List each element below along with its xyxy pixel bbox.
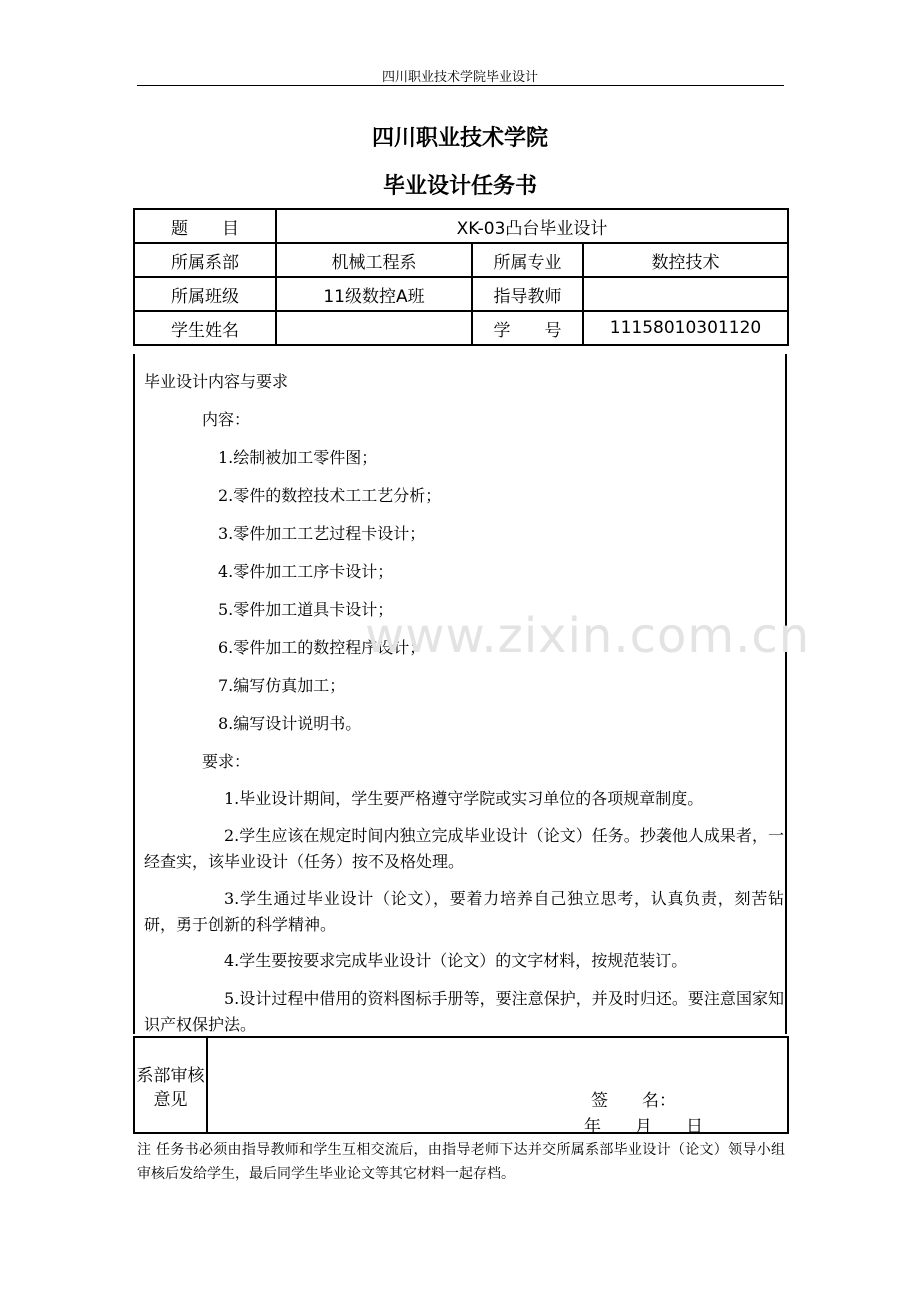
list-item: 3.零件加工工艺过程卡设计；	[218, 524, 426, 543]
list-item: 8.编写设计说明书。	[218, 714, 362, 733]
class-value: 11级数控A班	[276, 277, 472, 311]
table-row	[134, 277, 788, 311]
header-divider	[137, 85, 784, 86]
requirements-heading: 要求：	[202, 752, 251, 771]
info-table	[133, 208, 789, 346]
major-value: 数控技术	[583, 243, 788, 277]
table-row	[134, 311, 788, 345]
student-id-label: 学 号	[472, 311, 583, 345]
requirement-item: 4.学生要按要求完成毕业设计（论文）的文字材料，按规范装订。	[224, 951, 688, 970]
major-label: 所属专业	[472, 243, 583, 277]
list-item: 5.零件加工道具卡设计；	[218, 600, 394, 619]
dept-label: 所属系部	[134, 243, 276, 277]
list-item: 4.零件加工工序卡设计；	[218, 562, 394, 581]
document-title-name: 毕业设计任务书	[382, 174, 537, 199]
requirement-item: 2.学生应该在规定时间内独立完成毕业设计（论文）任务。抄袭他人成果者，一经查实，该毕业设计（任务）按不及格处理。	[144, 826, 784, 871]
section-title: 毕业设计内容与要求	[144, 372, 289, 391]
advisor-label: 指导教师	[472, 277, 583, 311]
student-name-value	[276, 311, 472, 345]
requirement-item: 1.毕业设计期间，学生要严格遵守学院或实习单位的各项规章制度。	[224, 789, 704, 808]
student-name-label: 学生姓名	[134, 311, 276, 345]
table-row	[134, 243, 788, 277]
class-label: 所属班级	[134, 277, 276, 311]
review-sign-area	[207, 1037, 788, 1137]
requirement-item: 5.设计过程中借用的资料图标手册等，要注意保护，并及时归还。要注意国家知识产权保护法。	[144, 989, 784, 1034]
list-item: 6.零件加工的数控程序设计；	[218, 638, 426, 657]
signature-label: 签 名：	[591, 1091, 676, 1111]
topic-label: 题 目	[134, 209, 276, 243]
table-row	[134, 209, 788, 243]
list-item: 1.绘制被加工零件图；	[218, 448, 378, 467]
table-row	[134, 1037, 788, 1133]
list-item: 7.编写仿真加工；	[218, 676, 346, 695]
content-section	[133, 354, 787, 1034]
requirement-item: 3.学生通过毕业设计（论文），要着力培养自己独立思考，认真负责，刻苦钻研，勇于创新的科学精神。	[144, 889, 784, 934]
review-table	[133, 1036, 789, 1137]
dept-value: 机械工程系	[276, 243, 472, 277]
page-header: 四川职业技术学院毕业设计	[381, 70, 538, 85]
topic-value: XK-03凸台毕业设计	[276, 209, 788, 243]
watermark: www.zixin.com.cn	[365, 608, 811, 664]
content-heading: 内容：	[202, 410, 251, 429]
list-item: 2.零件的数控技术工工艺分析；	[218, 486, 442, 505]
date-label: 年 月 日	[584, 1117, 703, 1137]
student-id-value: 11158010301120	[583, 311, 788, 345]
document-title-school: 四川职业技术学院	[371, 126, 548, 151]
review-label: 系部审核意见	[134, 1037, 207, 1133]
footnote: 注 任务书必须由指导教师和学生互相交流后，由指导老师下达并交所属系部毕业设计（论文）领导小组审核后发给学生，最后同学生毕业论文等其它材料一起存档。	[137, 1142, 785, 1182]
advisor-value	[583, 277, 788, 311]
